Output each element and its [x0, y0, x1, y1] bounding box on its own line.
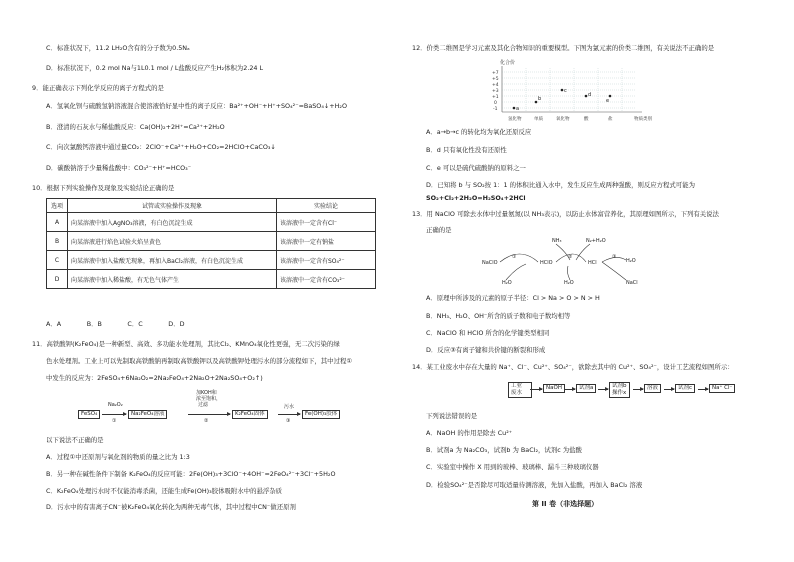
chart-point — [513, 107, 516, 110]
chart-point-label: e — [606, 98, 610, 104]
mech-h2o: H₂O — [626, 258, 636, 264]
q12-option-d: D．已知将 b 与 SO₂按 1：1 的体积比通入水中，发生反应生成两种强酸，则反应方程式可能为 — [426, 181, 695, 189]
flow-arrow — [565, 389, 575, 390]
mech-n2h2o: N₂+H₂O — [586, 238, 606, 244]
table-header-row — [47, 199, 376, 213]
q14-option-b: B．试剂a 为 Na₂CO₃，试剂b 为 BaCl₂，试剂c 为盐酸 — [426, 446, 582, 454]
q14-stem: 14．某工业废水中存在大量的 Na⁺、Cl⁻、Cu²⁺、SO₄²⁻，欲除去其中的 Cu²⁺、SO₄²⁻，设计工艺流程如图所示： — [412, 363, 734, 371]
q10-table — [46, 198, 376, 289]
table-cell: 该溶液中一定含有SO₄²⁻ — [277, 251, 376, 270]
q13-stem-1: 13．用 NaClO 可除去水体中过量氨氮(以 NH₃表示)，以防止水体富营养化，其原理如图所示，下列有关说法 — [412, 210, 719, 218]
q14-option-c: C．实验室中操作 X 用到的玻棒、玻璃棒、漏斗三种玻璃仪器 — [426, 463, 599, 471]
q9-option-b: B．澄清的石灰水与稀盐酸反应：Ca(OH)₂+2H⁺=Ca²⁺+2H₂O — [46, 123, 225, 131]
table-cell: 该溶液中一定含有CO₃²⁻ — [277, 270, 376, 289]
table-cell: 向某溶液中加入盐酸无现象，再加入BaCl₂溶液，有白色沉淀生成 — [68, 251, 277, 270]
q8-option-d: D．标准状况下，0.2 mol Na与1L0.1 mol / L盐酸反应产生H₂体积为2.24 L — [46, 64, 264, 72]
q9-option-d: D．碳酸钠溶于少量稀盐酸中：CO₃²⁻+H⁺=HCO₃⁻ — [46, 164, 192, 172]
flow-arrow — [188, 414, 230, 415]
table-row — [47, 270, 376, 289]
flow-arrow — [278, 414, 300, 415]
q12-option-b: B．d 只有氧化性没有还原性 — [426, 146, 507, 154]
chart-point-label: c — [564, 88, 567, 94]
flow-box-feso4: FeSO₄ — [78, 410, 100, 419]
q13-option-a: A．原理中所涉及的元素的原子半径：Cl > Na > O > N > H — [426, 294, 600, 302]
flow-label-na2o2: Na₂O₂ — [108, 402, 123, 408]
flow-arrow — [698, 389, 708, 390]
flow14-box-result: Na⁺ Cl⁻ — [709, 384, 735, 393]
flow-label-sewage: 污水 — [284, 404, 295, 410]
chart-ytick: +3 — [492, 89, 499, 94]
flow-box-k2feo4: K₂FeO₄固体 — [232, 410, 268, 419]
right-column — [412, 0, 772, 562]
flow14-box-reagent-a: 试剂a — [576, 384, 596, 393]
flow-step-3: ③ — [286, 418, 291, 424]
flow-arrow — [530, 389, 542, 390]
flow-arrow — [102, 414, 126, 415]
mech-hcl: HCl — [588, 260, 597, 266]
mech-step-2: ② — [568, 254, 573, 260]
mech-arrows — [500, 244, 626, 280]
q12-stem: 12．价类二维图是学习元素及其化合物知识的重要模型。下图为氯元素的价类二维图，有关说法不正确的是 — [412, 44, 715, 52]
flow14-box-reagent-c: 试剂c — [675, 384, 695, 393]
flow-box-feoh3: Fe(OH)₃胶体 — [302, 410, 340, 419]
chart-xtick: 单质 — [534, 117, 543, 122]
q11-option-a: A．过程①中还原剂与氧化剂的物质的量之比为 1:3 — [46, 453, 190, 461]
table-cell: 该溶液中一定含有Cl⁻ — [277, 213, 376, 232]
mech-step-1: ① — [512, 254, 517, 260]
q9-stem: 9．能正确表示下列化学反应的离子方程式的是 — [32, 84, 164, 92]
flow14-box-naoh: NaOH — [543, 384, 565, 393]
mech-nacl: NaCl — [626, 280, 638, 286]
chart-point — [609, 95, 612, 98]
chart-ytick: +7 — [492, 71, 499, 76]
chart-ytick: +5 — [492, 77, 499, 82]
flow-label-filter: 过滤 — [198, 402, 209, 408]
q14-option-d: D．检验SO₄²⁻是否除尽可取适量待测溶液，先加入盐酸，再加入 BaCl₂ 溶液 — [426, 481, 643, 489]
table-cell: 向某溶液进行焰色试验火焰呈黄色 — [68, 232, 277, 251]
q11-option-b: B．另一种在碱性条件下制备 K₂FeO₄的反应可能：2Fe(OH)₃+3ClO⁻+4OH⁻=2FeO₄²⁻+3Cl⁻+5H₂O — [46, 470, 336, 478]
left-column — [32, 0, 384, 562]
flow-label-koh: 加KOH和 — [196, 390, 217, 396]
q13-option-b: B．NH₃、H₂O、OH⁻所含的质子数和电子数均相等 — [426, 312, 571, 320]
chart-xtick: 盐 — [608, 117, 613, 122]
q9-option-c: C．向次氯酸钙溶液中通过量CO₂：2ClO⁻+Ca²⁺+H₂O+CO₂=2HClO+CaCO₃↓ — [46, 143, 276, 151]
table-row — [47, 251, 376, 270]
mech-h2o: H₂O — [502, 280, 512, 286]
q13-mechanism-diagram — [476, 232, 676, 288]
q12-chart — [476, 56, 676, 126]
q11-stem-1: 11．高铁酸钾(K₂FeO₄)是一种新型、高效、多功能水处理剂，其比Cl₂、KMnO₄氧化性更强，无二次污染的绿 — [32, 340, 340, 348]
flow14-box-wastewater: 工业 废水 — [508, 382, 532, 398]
q12-equation: SO₂+Cl₂+2H₂O=H₂SO₄+2HCl — [426, 194, 526, 202]
table-cell: 向某溶液中加入AgNO₃溶液，有白色沉淀生成 — [68, 213, 277, 232]
q11-option-c: C．K₂FeO₄处理污水时不仅能消毒杀菌，还能生成Fe(OH)₃胶体吸附水中的悬浮杂质 — [46, 487, 283, 495]
table-cell: 该溶液中一定有钠盐 — [277, 232, 376, 251]
q11-question: 以下说法不正确的是 — [46, 436, 104, 444]
chart-xtick: 酸 — [584, 117, 589, 122]
q13-option-c: C．NaClO 和 HClO 所含的化学键类型相同 — [426, 329, 550, 337]
chart-point — [585, 95, 588, 98]
q11-stem-3: 中发生的反应为：2FeSO₄+6Na₂O₂=2Na₂FeO₄+2Na₂O+2Na₂SO₄+O₂↑) — [46, 374, 263, 382]
flow-arrow — [633, 389, 643, 390]
q14-question: 下列说法错误的是 — [426, 412, 478, 420]
flow-step-1: ① — [112, 418, 117, 424]
table-header-cell: 试管或实验操作及现象 — [68, 199, 277, 213]
table-cell: B — [47, 232, 68, 251]
q12-option-a: A．a→b→c 的转化均为氧化还原反应 — [426, 128, 532, 136]
flow-label-conc: 浓至饱和， — [196, 396, 222, 402]
q8-option-c: C．标准状况下，11.2 LH₂O含有的分子数为0.5Nₐ — [46, 44, 190, 52]
mech-hclo: HClO — [540, 260, 553, 266]
table-cell: C — [47, 251, 68, 270]
chart-ytick: 0 — [494, 101, 497, 106]
table-header-cell: 选项 — [47, 199, 68, 213]
q10-stem: 10．根据下列实验操作及现象及实验结论正确的是 — [32, 184, 175, 192]
chart-point-label: a — [516, 106, 520, 112]
q13-stem-2: 正确的是 — [426, 226, 452, 234]
chart-ytick: +4 — [492, 83, 499, 88]
q9-option-a: A．氢氧化钡与硫酸氢钠溶液混合使溶液恰好显中性的离子反应：Ba²⁺+OH⁻+H⁺+SO₄²⁻=BaSO₄↓+H₂O — [46, 102, 347, 110]
mech-nh3: NH₃ — [552, 238, 562, 244]
chart-ytick: +1 — [492, 95, 499, 100]
flow14-box-solution: 溶液 — [644, 384, 661, 393]
chart-point — [535, 101, 538, 104]
flow-step-2: ② — [204, 418, 209, 424]
table-cell: D — [47, 270, 68, 289]
q12-option-c: C．e 可以是硫代硫酸钠的原料之一 — [426, 164, 526, 172]
q10-options: A．A B．B C．C D．D — [46, 320, 185, 328]
chart-ylabel: 化合价 — [500, 60, 516, 66]
mech-naclo: NaClO — [482, 260, 498, 266]
table-header-cell: 实验结论 — [277, 199, 376, 213]
flow-arrow — [598, 389, 608, 390]
chart-xtick: 氧化物 — [556, 117, 570, 122]
chart-point-label: b — [538, 96, 542, 102]
q11-option-d: D．污水中的有害离子CN⁻被K₂FeO₄氧化转化为两种无毒气体，其中过程中CN⁻做还原剂 — [46, 503, 296, 511]
chart-point-label: d — [588, 92, 592, 98]
flow14-box-reagent-b: 试剂b 操作x — [609, 382, 630, 398]
chart-grid — [502, 68, 636, 112]
mech-step-3: ③ — [612, 254, 617, 260]
table-cell: A — [47, 213, 68, 232]
flow-arrow — [664, 389, 674, 390]
q14-option-a: A．NaOH 的作用是除去 Cu²⁺ — [426, 429, 513, 437]
q13-option-d: D．反应③有离子键和共价键的断裂和形成 — [426, 346, 546, 354]
table-cell: 向某溶液中加入稀盐酸，有无色气体产生 — [68, 270, 277, 289]
chart-xtick: 氢化物 — [508, 117, 522, 122]
mech-h2o: H₂O — [564, 280, 574, 286]
table-row — [47, 232, 376, 251]
section-title: 第 II 卷（非选择题） — [532, 500, 599, 508]
flow-box-na2feo4: Na₂FeO₄溶液 — [128, 410, 167, 419]
chart-xlabel: 物质类别 — [634, 117, 652, 122]
chart-ytick: -1 — [493, 107, 498, 112]
table-row — [47, 213, 376, 232]
q11-stem-2: 色水处理剂。工业上可以先制取高铁酸钠再制取高铁酸钾以及高铁酸钾处理污水的部分流程如下，其中过程① — [46, 357, 353, 365]
chart-point — [561, 89, 564, 92]
